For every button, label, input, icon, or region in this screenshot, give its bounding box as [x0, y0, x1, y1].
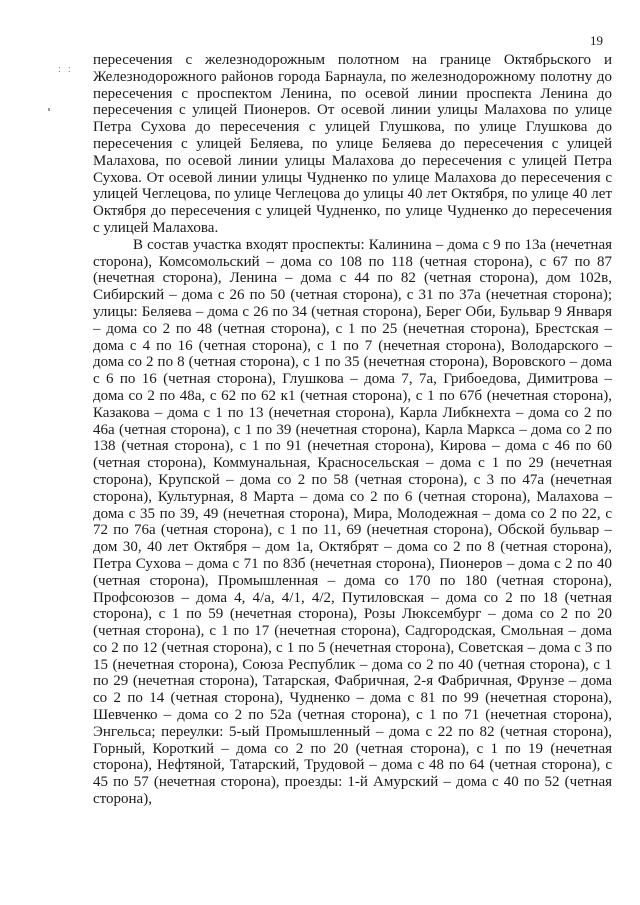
- body-text: [93, 52, 612, 808]
- page-number: 19: [590, 33, 603, 48]
- paragraph-streets-list: В состав участка входят проспекты: Калинина – дома с 9 по 13а (нечетная сторона), Комсомольский – дома со 108 по 118 (четная сторона), с 67 по 87 (нечетная сторона), Ленина – дома с 44 по 82 (четная сторона), дом 102в, Сибирский – дома с 26 по 50 (четная сторона), с 31 по 37а (нечетная сторона); улицы: Беляева – дома с 26 по 34 (четная сторона), Берег Оби, Бульвар 9 Января – дома со 2 по 48 (четная сторона), с 1 по 25 (нечетная сторона), Брестская – дома с 4 по 16 (четная сторона), с 1 по 7 (нечетная сторона), Володарского – дома со 2 по 8 (четная сторона), с 1 по 35 (нечетная сторона), Воровского – дома с 6 по 16 (четная сторона), Глушкова – дома 7, 7а, Грибоедова, Димитрова – дома со 2 по 48а, с 62 по 62 к1 (четная сторона), с 1 по 67б (нечетная сторона), Казакова – дома с 1 по 13 (нечетная сторона), Карла Либкнехта – дома со 2 по 46а (четная сторона), с 1 по 39 (нечетная сторона), Карла Маркса – дома со 2 по 138 (четная сторона), с 1 по 91 (нечетная сторона), Кирова – дома с 46 по 60 (четная сторона), Коммунальная, Красносельская – дома с 1 по 29 (нечетная сторона), Крупской – дома со 2 по 58 (четная сторона), с 3 по 47а (нечетная сторона), Культурная, 8 Марта – дома со 2 по 6 (четная сторона), Малахова – дома с 35 по 39, 49 (нечетная сторона), Мира, Молодежная – дома со 2 по 22, с 72 по 76а (четная сторона), с 1 по 11, 69 (нечетная сторона), Обской бульвар – дом 30, 40 лет Октября – дом 1а, Октябрят – дома со 2 по 8 (четная сторона), Петра Сухова – дома с 71 по 83б (нечетная сторона), Пионеров – дома с 2 по 40 (четная сторона), Промышленная – дома со 170 по 180 (четная сторона), Профсоюзов – дома 4, 4/а, 4/1, 4/2, Путиловская – дома со 2 по 18 (четная сторона), с 1 по 59 (нечетная сторона), Розы Люксембург – дома со 2 по 20 (четная сторона), с 1 по 17 (нечетная сторона), Садгородская, Смольная – дома со 2 по 12 (четная сторона), с 1 по 5 (нечетная сторона), Советская – дома с 3 по 15 (нечетная сторона), Союза Республик – дома со 2 по 40 (четная сторона), с 1 по 29 (нечетная сторона), Татарская, Фабричная, 2-я Фабричная, Фрунзе – дома со 2 по 14 (четная сторона), Чудненко – дома с 81 по 99 (нечетная сторона), Шевченко – дома со 2 по 52а (четная сторона), с 1 по 71 (нечетная сторона), Энгельса; переулки: 5-ый Промышленный – дома с 22 по 82 (четная сторона), Горный, Короткий – дома со 2 по 20 (четная сторона), с 1 по 19 (нечетная сторона), Нефтяной, Татарский, Трудовой – дома с 48 по 64 (четная сторона), с 45 по 57 (нечетная сторона), проезды: 1-й Амурский – дома с 40 по 52 (четная сторона),: [93, 236, 612, 808]
- margin-mark: : :: [58, 63, 73, 75]
- paragraph-boundary-description: пересечения с железнодорожным полотном на границе Октябрьского и Железнодорожного районов города Барнаула, по железнодорожному полотну до пересечения с проспектом Ленина, по осевой линии проспекта Ленина до пересечения с улицей Пионеров. От осевой линии улицы Малахова по улице Петра Сухова до пересечения с улицей Глушкова, по улице Глушкова до пересечения с улицей Беляева, по улице Беляева до пересечения с улицей Малахова, по осевой линии улицы Малахова до пересечения с улицей Петра Сухова. От осевой линии улицы Чудненко по улице Малахова до пересечения с улицей Чеглецова, по улице Чеглецова до улицы 40 лет Октября, по улице 40 лет Октября до пересечения с улицей Чудненко, по улице Чудненко до пересечения с улицей Малахова.: [93, 52, 612, 236]
- margin-dot: [48, 108, 50, 111]
